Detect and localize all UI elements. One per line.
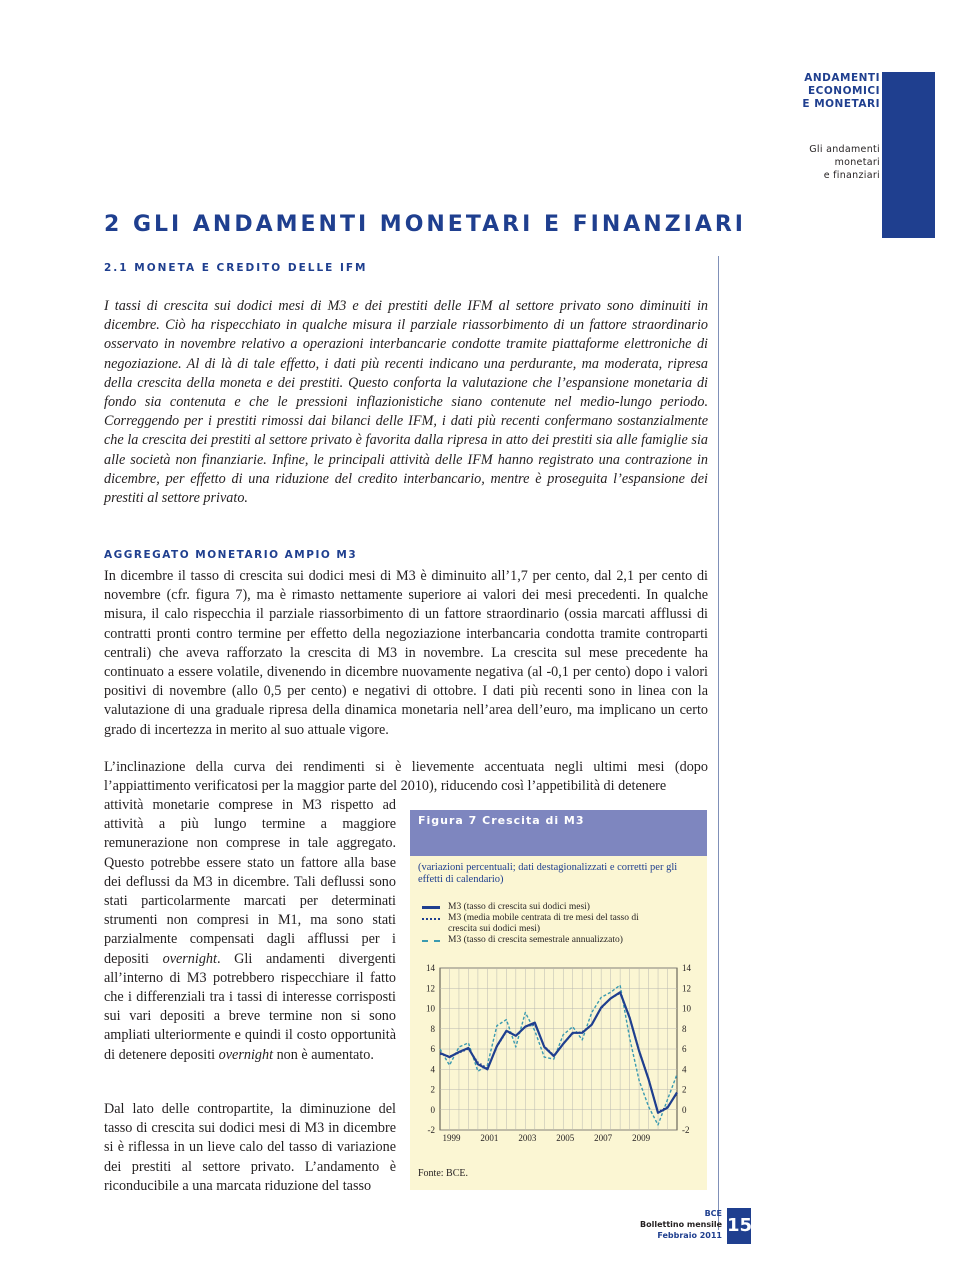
y-tick-label-right: 4 [682, 1064, 687, 1075]
y-tick-label-left: 12 [426, 983, 435, 994]
running-head-line: ANDAMENTI [804, 72, 880, 84]
legend-swatch-dotted [422, 918, 440, 920]
intro-paragraph: I tassi di crescita sui dodici mesi di M3 e dei prestiti delle IFM al settore privato sono diminuiti in dicembre. Ciò ha rispecchiato in qualche misura il parziale riassorbimento di un fattore straordinario osservato in novembre relativo a operazioni interbancarie condotte tramite piattaforme elettroniche di negoziazione. Al di là di tale effetto, i dati più recenti indicano una perdurante, ma moderata, ripresa della crescita della moneta e dei prestiti. Questo conforta la valutazione che l’espansione monetaria di fondo sia contenuta e che le pressioni inflazionistiche siano contenute nel medio-lungo periodo. Correggendo per i prestiti rimossi dai bilanci delle IFM, i dati più recenti confermano sostanzialmente che la crescita dei prestiti al settore privato è favorita dalla ripresa in atto dei prestiti sia alle famiglie sia alle società non finanziarie. Infine, le principali attività delle IFM hanno registrato una contrazione in dicembre, per effetto di una riduzione del credito interbancario, mentre è proseguita l’espansione dei prestiti al settore privato. [104, 298, 708, 507]
x-tick-label: 2001 [480, 1133, 499, 1143]
legend-label: M3 (tasso di crescita semestrale annualizzato) [448, 935, 623, 945]
running-head-subsection [740, 143, 880, 182]
legend-label: M3 (tasso di crescita sui dodici mesi) [448, 902, 590, 912]
x-tick-label: 2003 [518, 1133, 537, 1143]
y-tick-label-left: 10 [426, 1003, 435, 1014]
y-tick-label-right: 10 [682, 1003, 691, 1014]
section-title: 2.1 MONETA E CREDITO DELLE IFM [104, 262, 368, 274]
figure-note: (variazioni percentuali; dati destagionalizzati e corretti per gli effetti di calendario) [418, 862, 678, 885]
y-tick-label-left: 14 [426, 963, 435, 973]
running-head-section [740, 72, 880, 111]
legend-item [422, 902, 702, 913]
page-footer [612, 1208, 722, 1241]
figure-source: Fonte: BCE. [418, 1168, 469, 1179]
y-tick-label-right: 0 [682, 1104, 687, 1115]
footer-publication: Bollettino mensile [640, 1220, 722, 1229]
legend-swatch-solid [422, 906, 440, 909]
body-paragraph-2-full-width: L’inclinazione della curva dei rendimenti si è lievemente accentuata negli ultimi mesi (dopo l’appiattimento verificatosi per la maggior parte del 2010), riducendo così l’appetibilità di detenere [104, 759, 708, 795]
y-tick-label-left: 2 [430, 1084, 435, 1095]
running-head-line: E MONETARI [802, 98, 880, 110]
page-number: 15 [727, 1208, 751, 1244]
text-run: . Gli andamenti divergenti all’interno di M3 potrebbero rispecchiare il fatto che i differenziali tra i tassi di interesse corrisposti sui vari depositi a breve termine non si sono ampliati ulteriormente e quindi il costo opportunità di detenere depositi [104, 950, 396, 1063]
legend-label: M3 (media mobile centrata di tre mesi del tasso di crescita sui dodici mesi) [448, 913, 639, 934]
legend-item [422, 935, 702, 946]
emphasis: overnight [162, 950, 217, 967]
vertical-rule [718, 256, 719, 1230]
figure-7-box [410, 810, 707, 1190]
emphasis: overnight [218, 1046, 274, 1063]
figure-title-bar [410, 810, 707, 856]
x-tick-label: 2007 [594, 1133, 613, 1143]
chapter-title: 2 GLI ANDAMENTI MONETARI E FINANZIARI [104, 212, 746, 237]
x-tick-label: 2009 [632, 1133, 651, 1143]
text-run: non è aumentato. [273, 1046, 374, 1063]
body-paragraph-1: In dicembre il tasso di crescita sui dodici mesi di M3 è diminuito all’1,7 per cento, dal 2,1 per cento di novembre (cfr. figura 7), ma è rimasto nettamente superiore ai valori dei mesi precedenti. In qualche misura, il calo rispecchia il parziale riassorbimento di un fattore straordinario (ossia marcati afflussi di contratti pronti contro termine per effetto della negoziazione interbancaria condotta tramite controparti centrali) che aveva rafforzato la crescita di M3 in novembre. La crescita sul mese precedente ha continuato a essere volatile, divenendo in dicembre nuovamente negativa (al -0,1 per cento) dopo i valori positivi di novembre (allo 0,5 per cento) e negativi di ottobre. I dati più recenti sono in linea con la valutazione di una graduale ripresa della dinamica monetaria nell’area dell’euro, ma implicano un certo grado di incertezza in merito al suo attuale vigore. [104, 568, 708, 738]
text-run: attività monetarie comprese in M3 rispetto ad attività a più lungo termine a maggiore remunerazione non comprese in tale aggregato. Questo potrebbe essere stato un fattore alla base dei deflussi da M3 in dicembre. Tali deflussi sono stati particolarmente marcati per determinati strumenti non compresi in M1, ma sono stati parzialmente compensati dagli afflussi per i depositi [104, 797, 396, 967]
body-paragraph-2-column [104, 796, 396, 1065]
chart-legend [422, 902, 702, 946]
x-tick-label: 2005 [556, 1133, 575, 1143]
y-tick-label-left: 6 [430, 1044, 435, 1054]
y-tick-label-right: 12 [682, 983, 691, 994]
y-tick-label-left: -2 [427, 1125, 435, 1135]
x-tick-label: 1999 [442, 1133, 461, 1143]
m3-growth-chart [410, 960, 707, 1160]
y-tick-label-left: 8 [430, 1023, 435, 1034]
running-head-line: ECONOMICI [808, 85, 880, 97]
y-tick-label-right: 2 [682, 1084, 687, 1095]
running-head-sub-line: monetari [834, 157, 880, 168]
legend-item [422, 913, 702, 935]
y-tick-label-right: 8 [682, 1023, 687, 1034]
running-head-sub-line: e finanziari [823, 170, 880, 181]
subsection-title: AGGREGATO MONETARIO AMPIO M3 [104, 549, 358, 561]
legend-swatch-dashed [422, 940, 440, 942]
y-tick-label-right: 14 [682, 963, 691, 973]
y-tick-label-right: -2 [682, 1125, 690, 1135]
body-paragraph-3: Dal lato delle contropartite, la diminuzione del tasso di crescita sui dodici mesi di M3 in dicembre si è riflessa in un lieve calo del tasso di variazione dei prestiti al settore privato. L’andamento è riconducibile a una marcata riduzione del tasso [104, 1101, 396, 1194]
running-head-sub-line: Gli andamenti [809, 144, 880, 155]
y-tick-label-left: 4 [430, 1064, 435, 1075]
footer-issue: Febbraio 2011 [657, 1231, 722, 1240]
y-tick-label-right: 6 [682, 1044, 687, 1054]
figure-title: Figura 7 Crescita di M3 [418, 814, 585, 827]
footer-publisher: BCE [704, 1209, 722, 1218]
y-tick-label-left: 0 [430, 1104, 435, 1115]
side-color-tab [882, 72, 935, 238]
